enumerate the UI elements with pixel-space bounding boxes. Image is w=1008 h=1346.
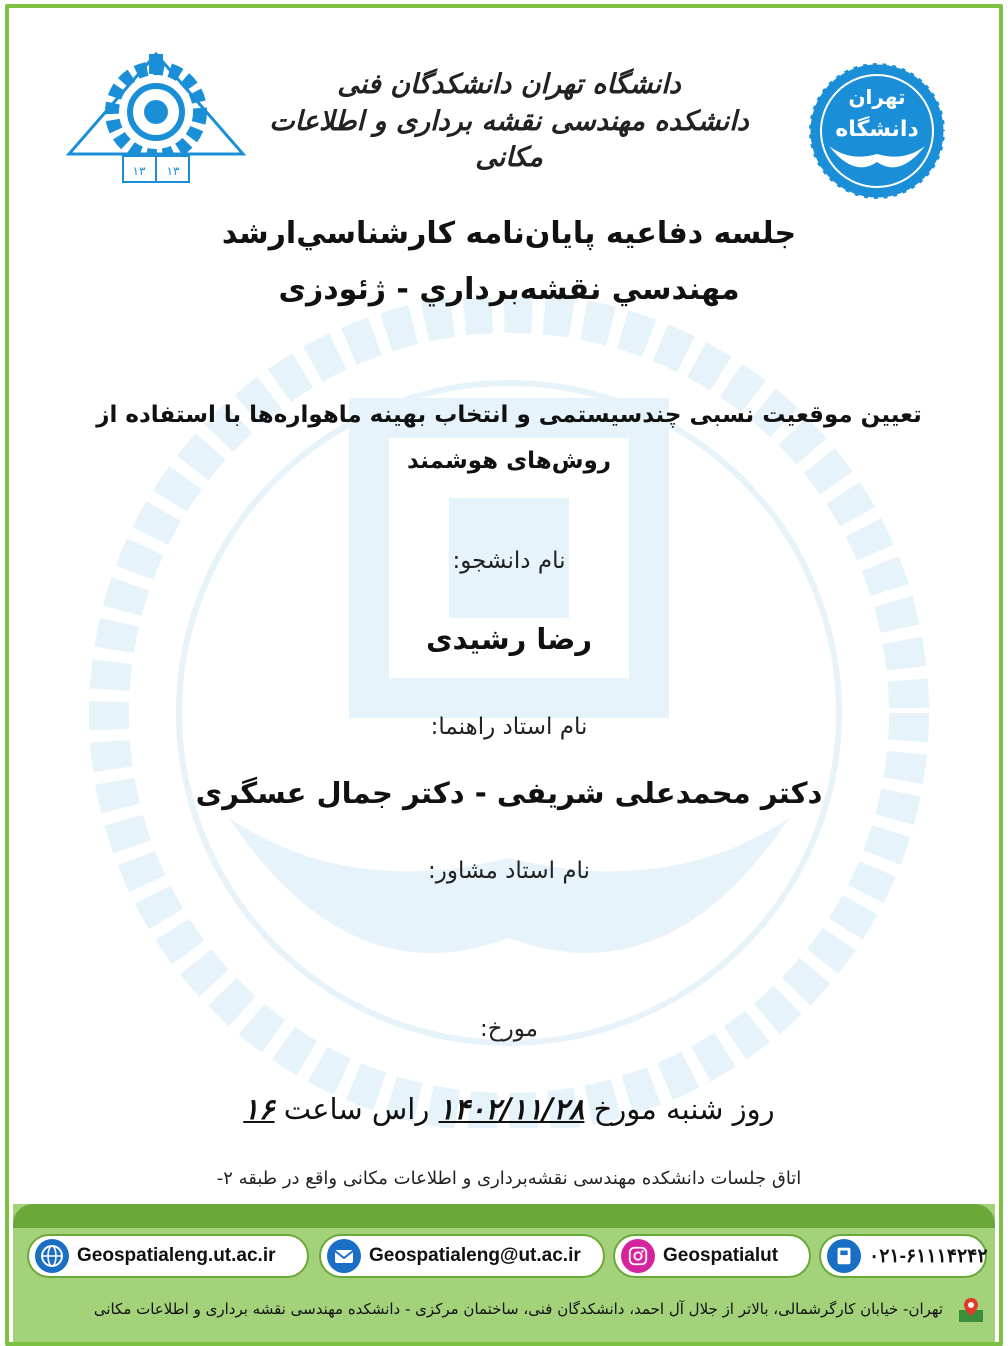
phone-icon bbox=[827, 1239, 861, 1273]
instagram-icon bbox=[621, 1239, 655, 1273]
university-name: دانشگاه تهران دانشکدگان فنی bbox=[337, 69, 681, 100]
date-hour: ۱۶ bbox=[243, 1092, 275, 1126]
date-line bbox=[129, 1092, 889, 1126]
website-text: Geospatialeng.ut.ac.ir bbox=[77, 1245, 276, 1266]
room-location: اتاق جلسات دانشکده مهندسی نقشه‌برداری و اطلاعات مکانی واقع در طبقه ۲- bbox=[216, 1168, 802, 1189]
page-frame bbox=[5, 4, 1003, 1346]
address-text: تهران- خیابان کارگرشمالی، بالاتر از جلال آل احمد، دانشکدگان فنی، ساختمان مرکزی - دانشکده مهندسی نقشه برداری و اطلاعات مکانی bbox=[93, 1300, 943, 1318]
footer-top-band bbox=[13, 1204, 995, 1228]
logo-text-main: دانشگاه bbox=[835, 117, 919, 142]
logo-number-right: ۱۳ bbox=[166, 164, 180, 178]
phone-text: ۰۲۱-۶۱۱۱۴۲۴۲ bbox=[869, 1245, 988, 1267]
faculty-name: دانشکده مهندسی نقشه برداری و اطلاعات مکانی bbox=[269, 106, 749, 173]
student-name: رضا رشیدی bbox=[425, 622, 593, 656]
globe-icon bbox=[35, 1239, 69, 1273]
faculty-gear-logo bbox=[61, 50, 251, 190]
email-text: Geospatialeng@ut.ac.ir bbox=[369, 1245, 581, 1266]
footer bbox=[13, 1204, 995, 1342]
advisor-label: نام استاد مشاور: bbox=[428, 858, 590, 884]
thesis-title: تعیین موقعیت نسبی چندسیستمی و انتخاب بهینه ماهواره‌ها با استفاده از روش‌های هوشمند bbox=[96, 402, 922, 474]
student-label: نام دانشجو: bbox=[452, 548, 566, 574]
instagram-text: Geospatialut bbox=[663, 1245, 779, 1266]
website-link[interactable] bbox=[27, 1234, 309, 1278]
logo-number-left: ۱۳ bbox=[132, 164, 146, 178]
supervisor-label: نام استاد راهنما: bbox=[430, 714, 588, 740]
program-title: مهندسي نقشه‌برداري - ژئودزی bbox=[278, 272, 740, 307]
logo-text-top: تهران bbox=[848, 85, 906, 109]
date-value: ۱۴۰۲/۱۱/۲۸ bbox=[438, 1092, 585, 1126]
instagram-link[interactable] bbox=[613, 1234, 811, 1278]
date-label: مورخ: bbox=[480, 1016, 538, 1042]
location-pin-icon bbox=[957, 1296, 985, 1324]
email-link[interactable] bbox=[319, 1234, 605, 1278]
date-middle: راس ساعت bbox=[283, 1092, 430, 1126]
university-of-tehran-logo bbox=[799, 58, 955, 204]
supervisor-names: دکتر محمدعلی شریفی - دکتر جمال عسگری bbox=[195, 776, 823, 810]
date-prefix: روز شنبه مورخ bbox=[593, 1092, 775, 1126]
email-icon bbox=[327, 1239, 361, 1273]
phone-link[interactable] bbox=[819, 1234, 987, 1278]
header-text bbox=[259, 66, 759, 176]
defense-title: جلسه دفاعيه پايان‌نامه کارشناسي‌ارشد bbox=[221, 216, 797, 251]
